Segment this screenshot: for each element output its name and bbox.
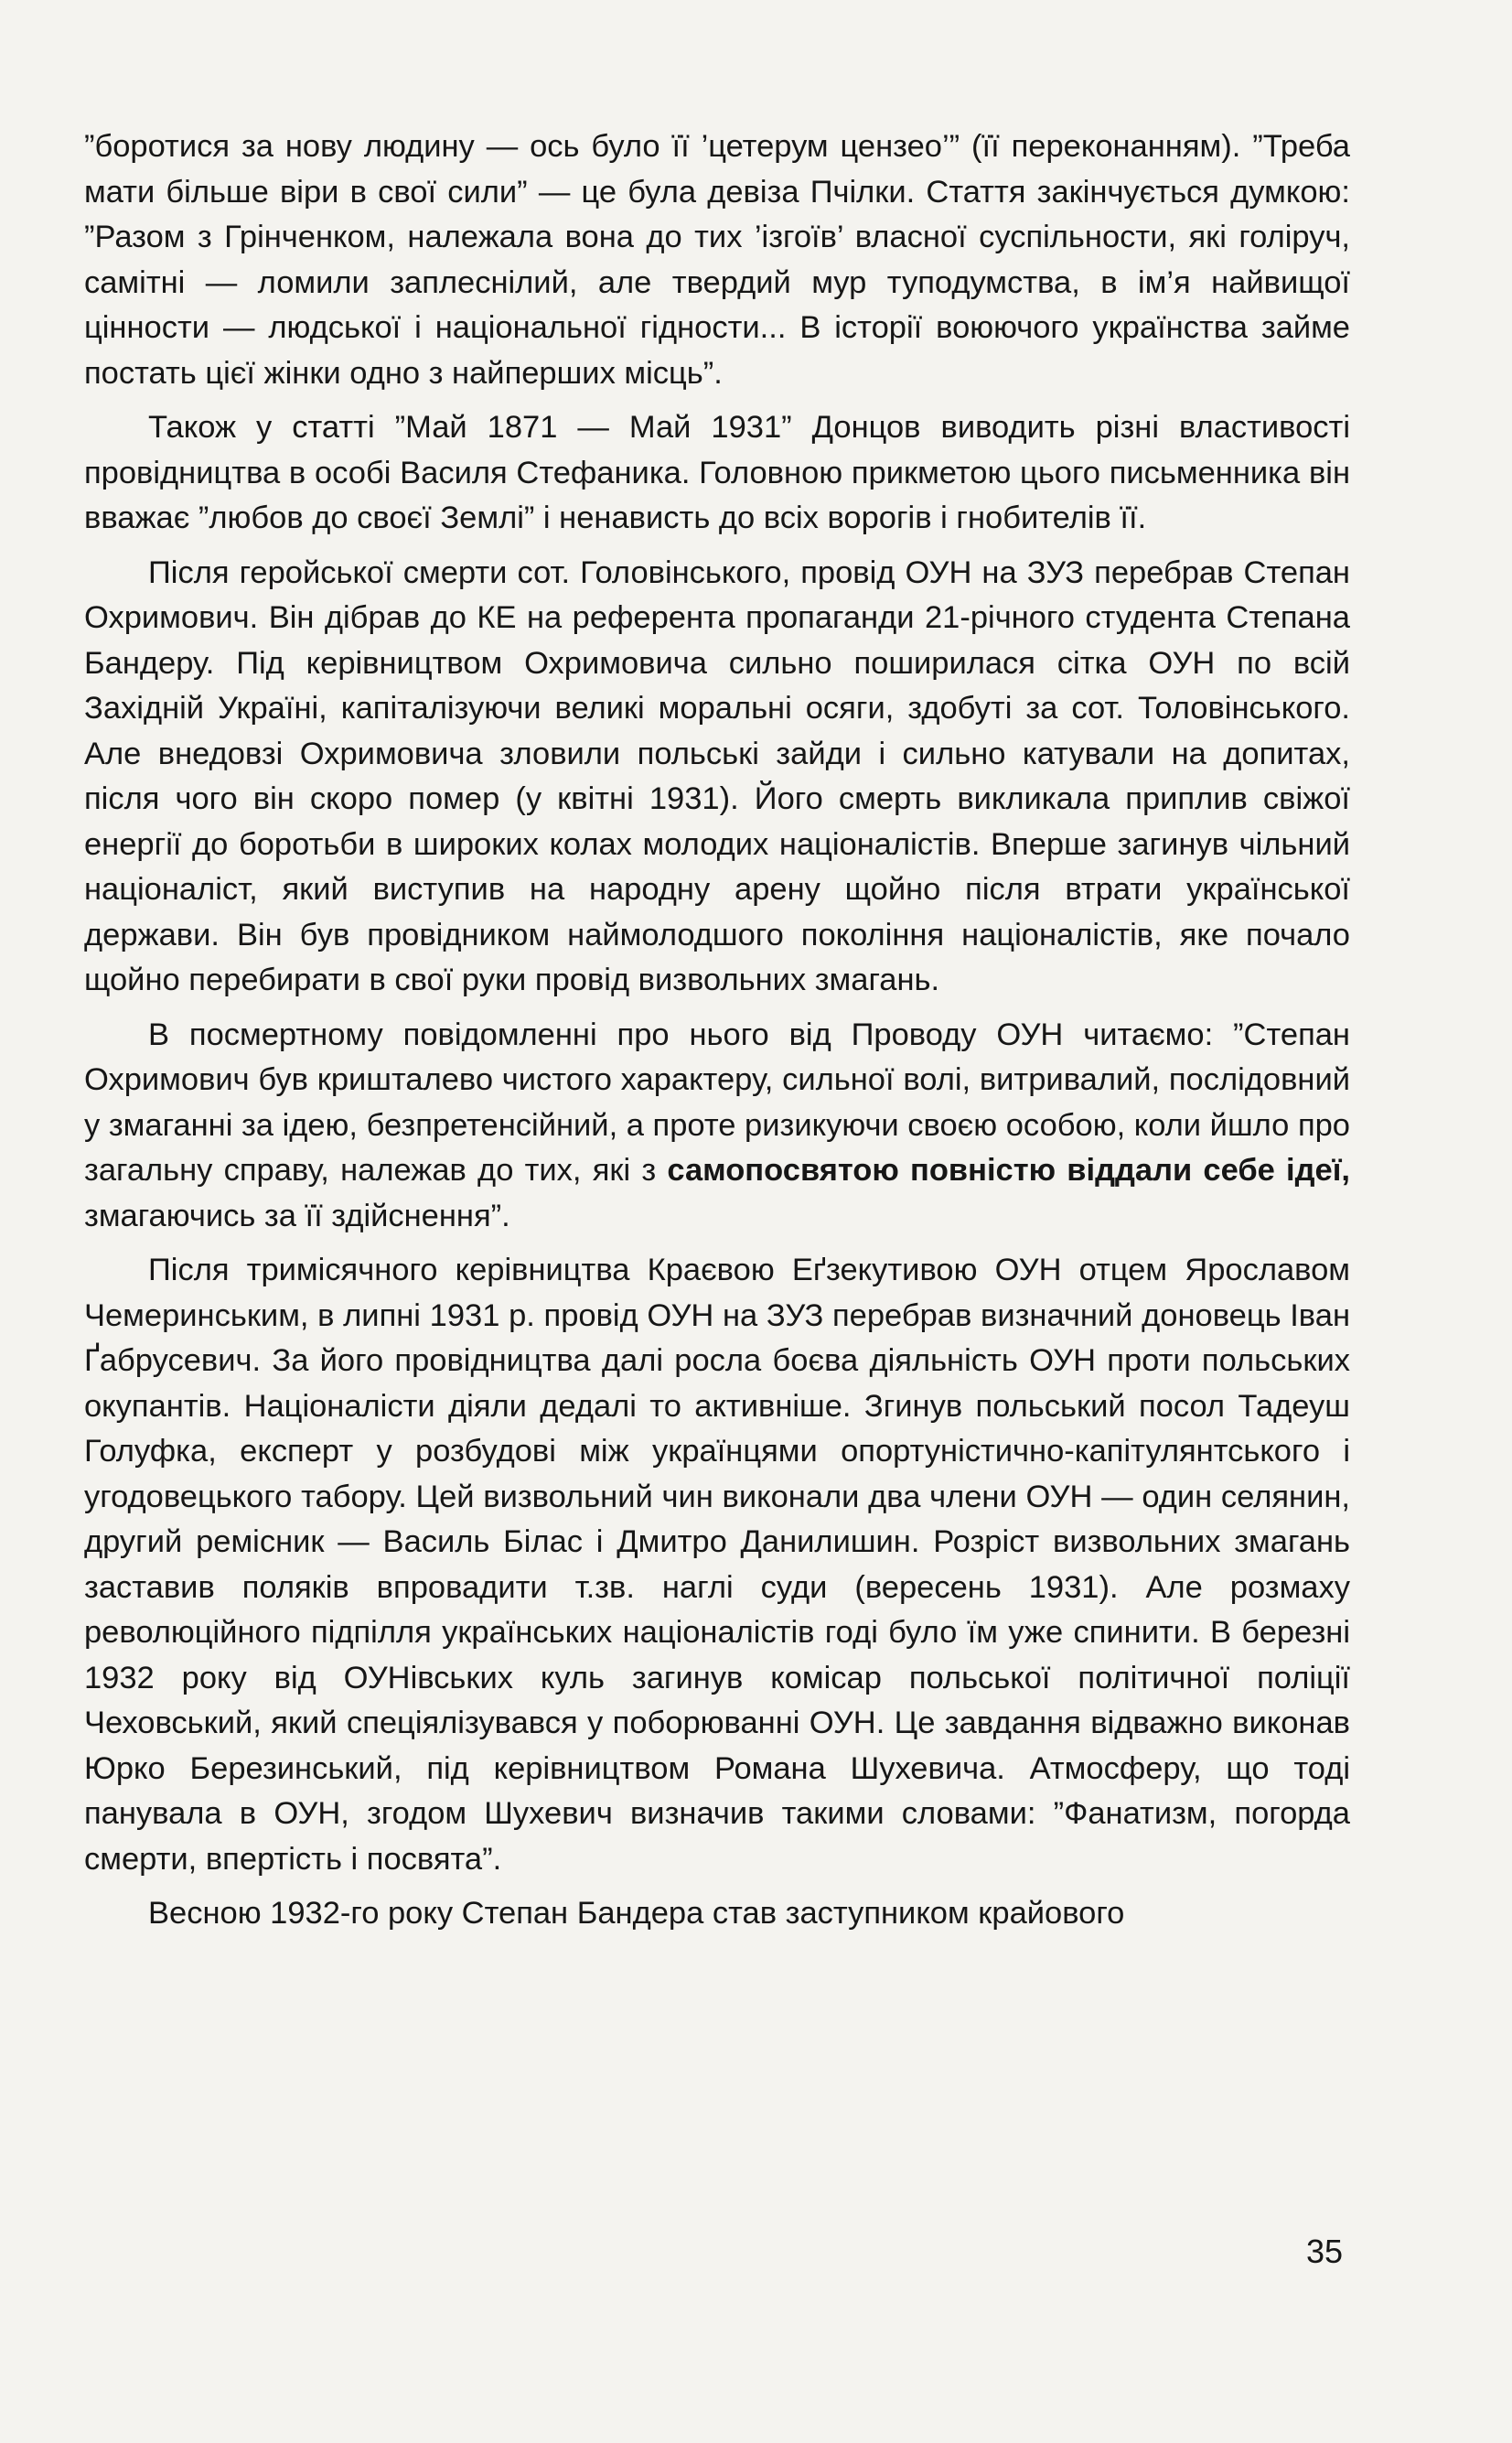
page-number: 35 xyxy=(1306,2233,1344,2270)
paragraph-2: Також у статті ”Май 1871 — Май 1931” Донцов виводить різні властивості провідництва в особі Василя Стефаника. Головною прикметою цього письменника він вважає ”любов до своєї Землі” і ненависть до всіх ворогів і гнобителів її. xyxy=(84,410,1350,535)
body-text xyxy=(84,124,1350,1946)
paragraph-5: Після тримісячного керівництва Краєвою Еґзекутивою ОУН отцем Ярославом Чемеринським, в липні 1931 р. провід ОУН на ЗУЗ перебрав визначний доновець Іван Ґабрусевич. За його провідництва далі росла боєва діяльність ОУН проти польських окупантів. Націоналісти діяли дедалі то активніше. Згинув польський посол Тадеуш Голуфка, експерт у розбудові між українцями опортуністично-капітулянтського і угодовецького табору. Цей визвольний чин виконали два члени ОУН — один селянин, другий ремісник — Василь Білас і Дмитро Данилишин. Розріст визвольних змагань заставив поляків впровадити т.зв. наглі суди (вересень 1931). Але розмаху революційного підпілля українських націоналістів годі було їм уже спинити. В березні 1932 року від ОУНівських куль загинув комісар польської політичної поліції Чеховський, який спеціялізувався у поборюванні ОУН. Це завдання відважно виконав Юрко Березинський, під керівництвом Романа Шухевича. Атмосферу, що тоді панувала в ОУН, згодом Шухевич визначив такими словами: ”Фанатизм, погорда смерти, впертість і посвята”. xyxy=(84,1253,1350,1877)
paragraph-1: ”боротися за нову людину — ось було її ’цетерум цензео’” (її переконанням). ”Треба мати більше віри в свої сили” — це була девіза Пчілки. Стаття закінчується думкою: ”Разом з Грінченком, належала вона до тих ’ізгоїв’ власної суспільности, які голіруч, самітні — ломили заплеснілий, але твердий мур туподумства, в ім’я найвищої цінности — людської і національної гідности... В історії воюючого українства займе постать цієї жінки одно з найперших місць”. xyxy=(84,129,1350,391)
paragraph-6: Весною 1932-го року Степан Бандера став заступником крайового xyxy=(148,1896,1125,1931)
paragraph-4-text-after: змагаючись за її здійснення”. xyxy=(84,1198,510,1233)
paragraph-4-text-before: В посмертному повідомленні про нього від Проводу ОУН читаємо: ”Степан Охримович був кришталево чистого характеру, сильної волі, витривалий, послідовний у змаганні за ідею, безпретенсійний, а проте ризикуючи своєю особою, коли йшло про загальну справу, належав до тих, які з xyxy=(84,1017,1350,1188)
paragraph-4 xyxy=(84,1013,1350,1240)
paragraph-4-bold-text: самопосвятою повністю віддали себе ідеї, xyxy=(667,1153,1350,1188)
paragraph-3: Після геройської смерти сот. Головінського, провід ОУН на ЗУЗ перебрав Степан Охримович. Він дібрав до КЕ на референта пропаганди 21-річного студента Степана Бандеру. Під керівництвом Охримовича сильно поширилася сітка ОУН по всій Західній Україні, капіталізуючи великі моральні осяги, здобуті за сот. Толовінського. Але внедовзі Охримовича зловили польські зайди і сильно катували на допитах, після чого він скоро помер (у квітні 1931). Його смерть викликала приплив свіжої енергії до боротьби в широких колах молодих націоналістів. Вперше загинув чільний націоналіст, який виступив на народну арену щойно після втрати української держави. Він був провідником наймолодшого покоління націоналістів, яке почало щойно перебирати в свої руки провід визвольних змагань. xyxy=(84,554,1350,997)
